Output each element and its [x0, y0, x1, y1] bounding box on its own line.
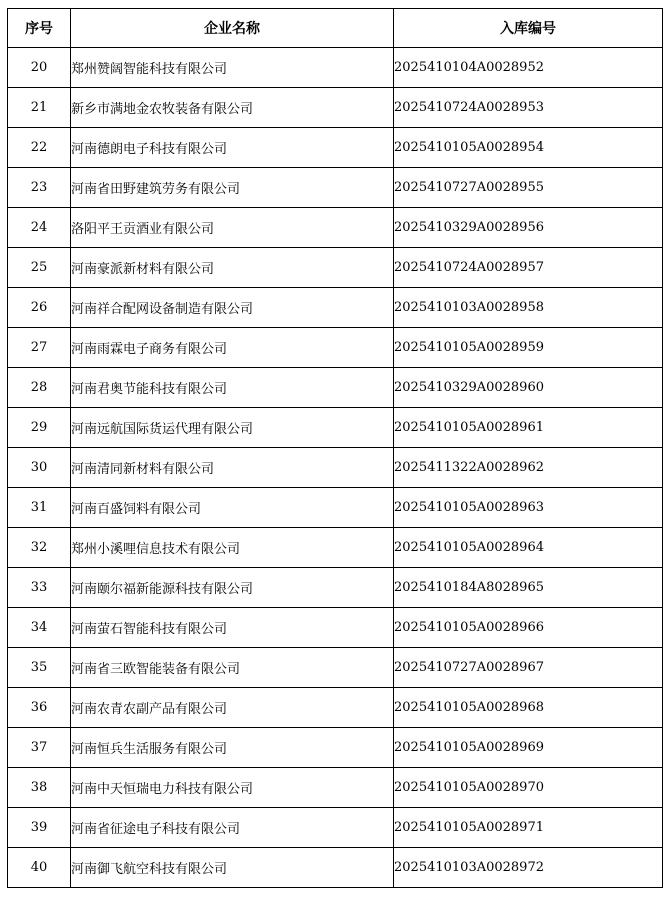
- table-row: [8, 128, 663, 168]
- table-row: [8, 848, 663, 888]
- registry-code-cell: 2025410105A0028966: [394, 608, 663, 648]
- registry-code-cell: 2025410105A0028954: [394, 128, 663, 168]
- company-name-cell: 河南农青农副产品有限公司: [71, 688, 394, 728]
- table-row: [8, 488, 663, 528]
- company-name-cell: 河南萤石智能科技有限公司: [71, 608, 394, 648]
- registry-code-cell: 2025410105A0028970: [394, 768, 663, 808]
- company-name-cell: 河南中天恒瑞电力科技有限公司: [71, 768, 394, 808]
- registry-code-cell: 2025410184A8028965: [394, 568, 663, 608]
- company-name-cell: 河南德朗电子科技有限公司: [71, 128, 394, 168]
- header-serial-number: 序号: [8, 9, 71, 48]
- registry-code-cell: 2025410105A0028961: [394, 408, 663, 448]
- serial-number-cell: 25: [8, 248, 71, 288]
- serial-number-cell: 40: [8, 848, 71, 888]
- enterprise-registry-table: [7, 8, 663, 888]
- table-row: [8, 448, 663, 488]
- serial-number-cell: 35: [8, 648, 71, 688]
- serial-number-cell: 28: [8, 368, 71, 408]
- serial-number-cell: 26: [8, 288, 71, 328]
- table-row: [8, 368, 663, 408]
- table-body: [8, 48, 663, 888]
- serial-number-cell: 22: [8, 128, 71, 168]
- registry-code-cell: 2025410105A0028968: [394, 688, 663, 728]
- table-row: [8, 808, 663, 848]
- company-name-cell: 河南雨霖电子商务有限公司: [71, 328, 394, 368]
- header-row: [8, 9, 663, 48]
- serial-number-cell: 31: [8, 488, 71, 528]
- serial-number-cell: 34: [8, 608, 71, 648]
- serial-number-cell: 38: [8, 768, 71, 808]
- table-row: [8, 288, 663, 328]
- registry-code-cell: 2025410724A0028957: [394, 248, 663, 288]
- table-row: [8, 608, 663, 648]
- serial-number-cell: 27: [8, 328, 71, 368]
- company-name-cell: 河南省征途电子科技有限公司: [71, 808, 394, 848]
- serial-number-cell: 36: [8, 688, 71, 728]
- registry-code-cell: 2025410103A0028958: [394, 288, 663, 328]
- company-name-cell: 郑州赞阔智能科技有限公司: [71, 48, 394, 88]
- company-name-cell: 河南豪派新材料有限公司: [71, 248, 394, 288]
- company-name-cell: 郑州小溪哩信息技术有限公司: [71, 528, 394, 568]
- table-row: [8, 48, 663, 88]
- company-name-cell: 新乡市满地金农牧装备有限公司: [71, 88, 394, 128]
- table-row: [8, 648, 663, 688]
- table-row: [8, 768, 663, 808]
- company-name-cell: 河南祥合配网设备制造有限公司: [71, 288, 394, 328]
- company-name-cell: 河南君奥节能科技有限公司: [71, 368, 394, 408]
- company-name-cell: 河南颐尔福新能源科技有限公司: [71, 568, 394, 608]
- header-company-name: 企业名称: [71, 9, 394, 48]
- registry-code-cell: 2025411322A0028962: [394, 448, 663, 488]
- table-row: [8, 688, 663, 728]
- table-row: [8, 408, 663, 448]
- registry-code-cell: 2025410105A0028963: [394, 488, 663, 528]
- serial-number-cell: 20: [8, 48, 71, 88]
- table-row: [8, 88, 663, 128]
- registry-code-cell: 2025410103A0028972: [394, 848, 663, 888]
- registry-code-cell: 2025410105A0028959: [394, 328, 663, 368]
- serial-number-cell: 29: [8, 408, 71, 448]
- serial-number-cell: 33: [8, 568, 71, 608]
- registry-code-cell: 2025410104A0028952: [394, 48, 663, 88]
- serial-number-cell: 32: [8, 528, 71, 568]
- table-row: [8, 208, 663, 248]
- company-name-cell: 河南省三欧智能装备有限公司: [71, 648, 394, 688]
- serial-number-cell: 30: [8, 448, 71, 488]
- company-name-cell: 河南清同新材料有限公司: [71, 448, 394, 488]
- company-name-cell: 河南省田野建筑劳务有限公司: [71, 168, 394, 208]
- registry-code-cell: 2025410724A0028953: [394, 88, 663, 128]
- registry-code-cell: 2025410105A0028969: [394, 728, 663, 768]
- table-row: [8, 568, 663, 608]
- table-row: [8, 168, 663, 208]
- registry-code-cell: 2025410727A0028967: [394, 648, 663, 688]
- registry-code-cell: 2025410329A0028960: [394, 368, 663, 408]
- company-name-cell: 河南百盛饲料有限公司: [71, 488, 394, 528]
- header-registry-code: 入库编号: [394, 9, 663, 48]
- table-header: [8, 9, 663, 48]
- serial-number-cell: 24: [8, 208, 71, 248]
- company-name-cell: 洛阳平王贡酒业有限公司: [71, 208, 394, 248]
- registry-code-cell: 2025410727A0028955: [394, 168, 663, 208]
- registry-code-cell: 2025410105A0028971: [394, 808, 663, 848]
- company-name-cell: 河南御飞航空科技有限公司: [71, 848, 394, 888]
- registry-code-cell: 2025410329A0028956: [394, 208, 663, 248]
- company-name-cell: 河南恒兵生活服务有限公司: [71, 728, 394, 768]
- serial-number-cell: 39: [8, 808, 71, 848]
- serial-number-cell: 23: [8, 168, 71, 208]
- table-row: [8, 328, 663, 368]
- serial-number-cell: 21: [8, 88, 71, 128]
- company-name-cell: 河南远航国际货运代理有限公司: [71, 408, 394, 448]
- table-row: [8, 728, 663, 768]
- serial-number-cell: 37: [8, 728, 71, 768]
- table-row: [8, 528, 663, 568]
- registry-code-cell: 2025410105A0028964: [394, 528, 663, 568]
- table-row: [8, 248, 663, 288]
